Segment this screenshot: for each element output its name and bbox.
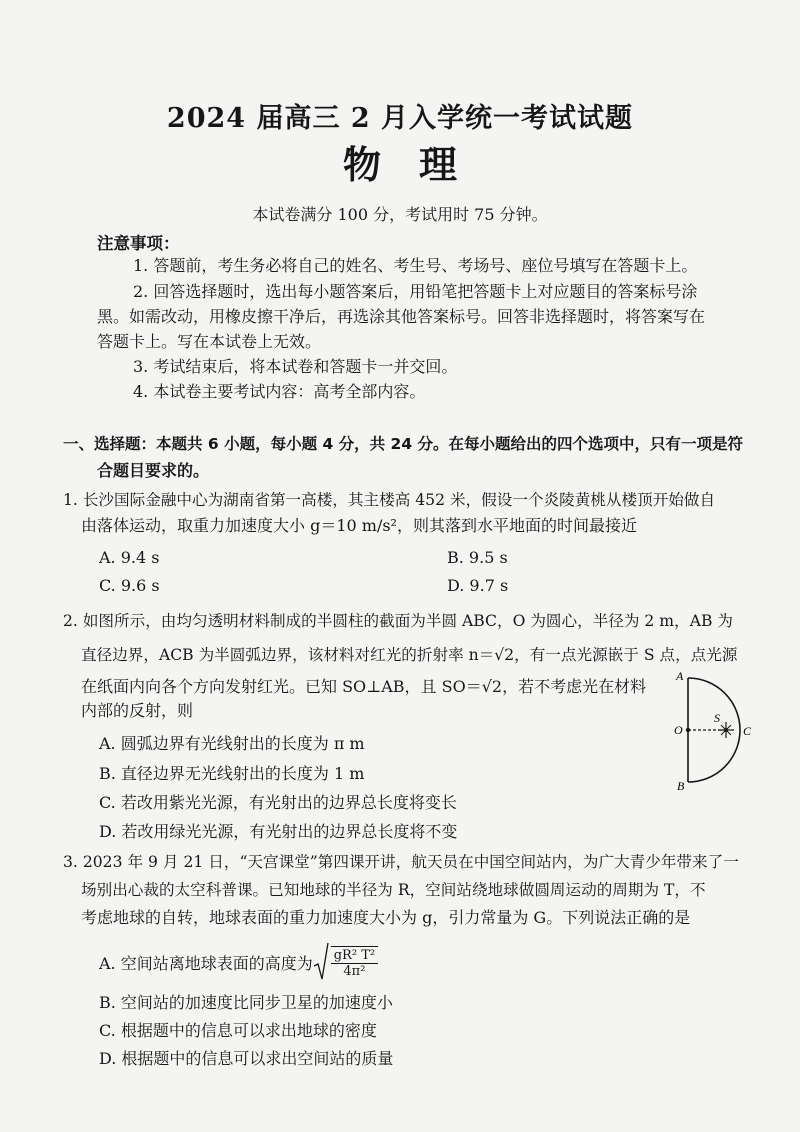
q1-option-b: B. 9.5 s bbox=[447, 548, 508, 567]
exam-note: 本试卷满分 100 分，考试用时 75 分钟。 bbox=[252, 205, 548, 224]
sqrt-expression bbox=[313, 942, 378, 982]
q2-stem-2: 直径边界，ACB 为半圆弧边界，该材料对红光的折射率 n＝√2，有一点光源嵌于 S 点，点光源 bbox=[81, 646, 738, 664]
notice-heading: 注意事项： bbox=[97, 234, 180, 253]
sqrt-icon bbox=[313, 942, 329, 982]
q2-option-a: A. 圆弧边界有光线射出的长度为 π m bbox=[99, 734, 365, 753]
exam-title: 2024 届高三 2 月入学统一考试试题 bbox=[166, 103, 634, 134]
q1-option-d: D. 9.7 s bbox=[447, 576, 509, 595]
notice-item-4: 4. 本试卷主要考试内容：高考全部内容。 bbox=[133, 382, 426, 401]
q2-option-b: B. 直径边界无光线射出的长度为 1 m bbox=[99, 764, 365, 783]
q3-option-a bbox=[99, 942, 378, 982]
q3-option-b: B. 空间站的加速度比同步卫星的加速度小 bbox=[99, 993, 393, 1012]
q3-stem-1: 3. 2023 年 9 月 21 日，“天宫课堂”第四课开讲，航天员在中国空间站内，为广大青少年带来了一 bbox=[63, 853, 739, 871]
label-s: S bbox=[714, 711, 720, 725]
light-source-s bbox=[718, 722, 734, 738]
q2-stem-4: 内部的反射，则 bbox=[81, 701, 194, 720]
notice-item-1: 1. 答题前，考生务必将自己的姓名、考生号、考场号、座位号填写在答题卡上。 bbox=[133, 256, 698, 275]
label-a: A bbox=[676, 669, 684, 683]
fraction-numerator: gR² T² bbox=[331, 948, 378, 964]
q2-option-d: D. 若改用绿光光源，有光射出的边界总长度将不变 bbox=[99, 822, 458, 841]
q3-stem-2: 场别出心裁的太空科普课。已知地球的半径为 R，空间站绕地球做圆周运动的周期为 T，不 bbox=[81, 881, 706, 899]
q1-stem-2: 由落体运动，取重力加速度大小 g＝10 m/s²，则其落到水平地面的时间最接近 bbox=[81, 516, 637, 535]
q2-option-c: C. 若改用紫光光源，有光射出的边界总长度将变长 bbox=[99, 793, 457, 812]
notice-item-2: 2. 回答选择题时，选出每小题答案后，用铅笔把答题卡上对应题目的答案标号涂 bbox=[133, 282, 698, 301]
label-c: C bbox=[743, 724, 752, 738]
q2-stem-1: 2. 如图所示，由均匀透明材料制成的半圆柱的截面为半圆 ABC，O 为圆心，半径为 2 m，AB 为 bbox=[63, 612, 733, 630]
fraction-denominator: 4π² bbox=[343, 963, 366, 979]
q1-option-c: C. 9.6 s bbox=[99, 576, 160, 595]
q3-option-a-text: A. 空间站离地球表面的高度为 bbox=[99, 953, 313, 973]
subject-title: 物理 bbox=[342, 142, 495, 187]
q1-stem-1: 1. 长沙国际金融中心为湖南省第一高楼，其主楼高 452 米，假设一个炎陵黄桃从楼顶开始做自 bbox=[63, 491, 716, 509]
q2-stem-3: 在纸面内向各个方向发射红光。已知 SO⊥AB，且 SO＝√2，若不考虑光在材料 bbox=[81, 677, 647, 696]
notice-item-2-cont: 黑。如需改动，用橡皮擦干净后，再选涂其他答案标号。回答非选择题时，将答案写在 bbox=[97, 307, 706, 326]
semicircle-figure bbox=[664, 666, 774, 794]
q1-option-a: A. 9.4 s bbox=[99, 548, 160, 567]
section1-heading: 一、选择题：本题共 6 小题，每小题 4 分，共 24 分。在每小题给出的四个选项中，只有一项是符 bbox=[63, 435, 744, 453]
label-o: O bbox=[674, 723, 683, 737]
q3-option-d: D. 根据题中的信息可以求出空间站的质量 bbox=[99, 1049, 394, 1068]
fraction bbox=[331, 946, 378, 979]
notice-item-3: 3. 考试结束后，将本试卷和答题卡一并交回。 bbox=[133, 357, 458, 376]
point-o bbox=[686, 728, 690, 732]
notice-item-2-end: 答题卡上。写在本试卷上无效。 bbox=[97, 332, 322, 351]
section1-heading-cont: 合题目要求的。 bbox=[97, 461, 210, 480]
q3-option-c: C. 根据题中的信息可以求出地球的密度 bbox=[99, 1021, 377, 1040]
label-b: B bbox=[677, 779, 685, 793]
q3-stem-3: 考虑地球的自转，地球表面的重力加速度大小为 g，引力常量为 G。下列说法正确的是 bbox=[81, 908, 691, 927]
